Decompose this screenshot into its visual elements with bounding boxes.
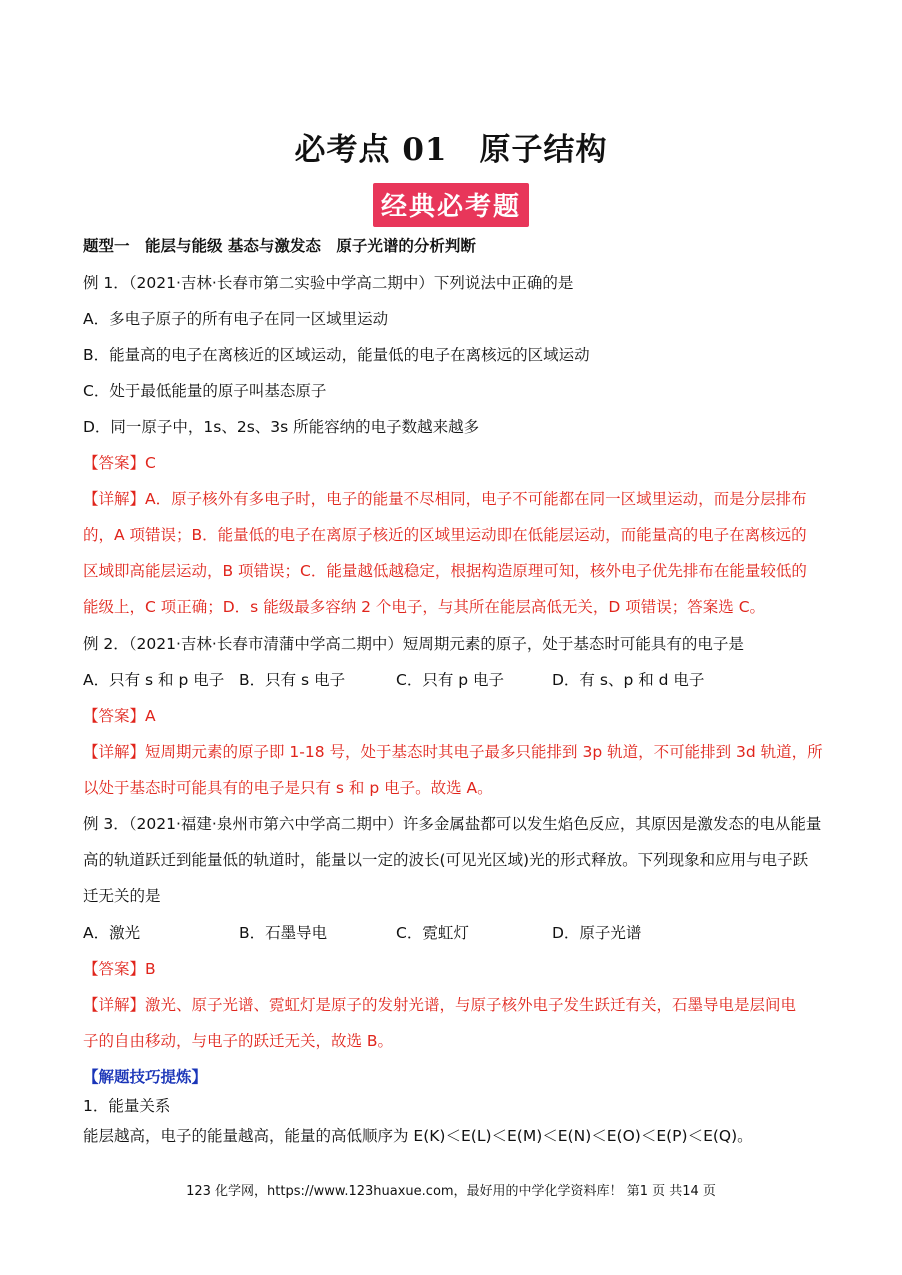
example-1-option-c: C．处于最低能量的原子叫基态原子 — [83, 382, 327, 400]
tips-heading: 【解题技巧提炼】 — [83, 1068, 208, 1086]
tips-item-title: 1．能量关系 — [83, 1097, 171, 1115]
example-1-option-d: D．同一原子中，1s、2s、3s 所能容纳的电子数越来越多 — [83, 418, 480, 436]
banner-wrap — [0, 183, 902, 227]
example-2-options — [83, 670, 704, 690]
example-2-option-c: C．只有 p 电子 — [396, 671, 505, 689]
example-2-explanation-line: 【详解】短周期元素的原子即 1-18 号，处于基态时其电子最多只能排到 3p 轨道，不可能排到 3d 轨道，所 — [83, 743, 823, 761]
example-3-stem: 高的轨道跃迁到能量低的轨道时，能量以一定的波长(可见光区域)光的形式释放。下列现象和应用与电子跃 — [83, 851, 809, 869]
example-2-option-a: A．只有 s 和 p 电子 — [83, 671, 225, 689]
example-1-option-b: B．能量高的电子在离核近的区域运动，能量低的电子在离核远的区域运动 — [83, 346, 590, 364]
page-title: 必考点 01 原子结构 — [294, 132, 608, 168]
example-3-stem: 迁无关的是 — [83, 887, 161, 905]
example-1-explanation-line: 能级上，C 项正确；D．s 能级最多容纳 2 个电子，与其所在能层高低无关，D 项错误；答案选 C。 — [83, 598, 766, 616]
example-3-explanation-line: 【详解】激光、原子光谱、霓虹灯是原子的发射光谱，与原子核外电子发生跃迁有关，石墨导电是层间电 — [83, 996, 797, 1014]
example-2-option-b: B．只有 s 电子 — [239, 671, 346, 689]
example-1-option-a: A．多电子原子的所有电子在同一区域里运动 — [83, 310, 389, 328]
example-1-explanation-line: 的，A 项错误；B．能量低的电子在离原子核近的区域里运动即在低能层运动，而能量高的电子在离核远的 — [83, 526, 807, 544]
banner-badge: 经典必考题 — [373, 183, 529, 227]
example-2-stem: 例 2．（2021·吉林·长春市清蒲中学高二期中）短周期元素的原子，处于基态时可能具有的电子是 — [83, 635, 744, 653]
example-1-answer: 【答案】C — [83, 454, 156, 472]
example-1-stem: 例 1．（2021·吉林·长春市第二实验中学高二期中）下列说法中正确的是 — [83, 274, 574, 292]
example-3-option-b: B．石墨导电 — [239, 924, 328, 942]
example-2-explanation-line: 以处于基态时可能具有的电子是只有 s 和 p 电子。故选 A。 — [83, 779, 493, 797]
example-3-option-d: D．原子光谱 — [552, 924, 642, 942]
example-3-explanation-line: 子的自由移动，与电子的跃迁无关，故选 B。 — [83, 1032, 394, 1050]
example-3-option-c: C．霓虹灯 — [396, 924, 469, 942]
example-1-explanation-line: 【详解】A．原子核外有多电子时，电子的能量不尽相同，电子不可能都在同一区域里运动，而是分层排布 — [83, 490, 807, 508]
example-3-stem: 例 3．（2021·福建·泉州市第六中学高二期中）许多金属盐都可以发生焰色反应，其原因是激发态的电从能量 — [83, 815, 822, 833]
tips-item-text: 能层越高，电子的能量越高，能量的高低顺序为 E(K)＜E(L)＜E(M)＜E(N)＜E(O)＜E(P)＜E(Q)。 — [83, 1127, 753, 1145]
example-2-answer: 【答案】A — [83, 707, 156, 725]
example-3-option-a: A．激光 — [83, 924, 141, 942]
example-2-option-d: D．有 s、p 和 d 电子 — [552, 671, 705, 689]
page-footer: 123 化学网，https://www.123huaxue.com，最好用的中学化学资料库！ 第1 页 共14 页 — [186, 1184, 716, 1199]
example-1-explanation-line: 区域即高能层运动，B 项错误；C．能量越低越稳定，根据构造原理可知，核外电子优先排布在能量较低的 — [83, 562, 807, 580]
section-heading: 题型一 能层与能级 基态与激发态 原子光谱的分析判断 — [83, 237, 476, 255]
example-3-options — [83, 923, 641, 943]
example-3-answer: 【答案】B — [83, 960, 156, 978]
